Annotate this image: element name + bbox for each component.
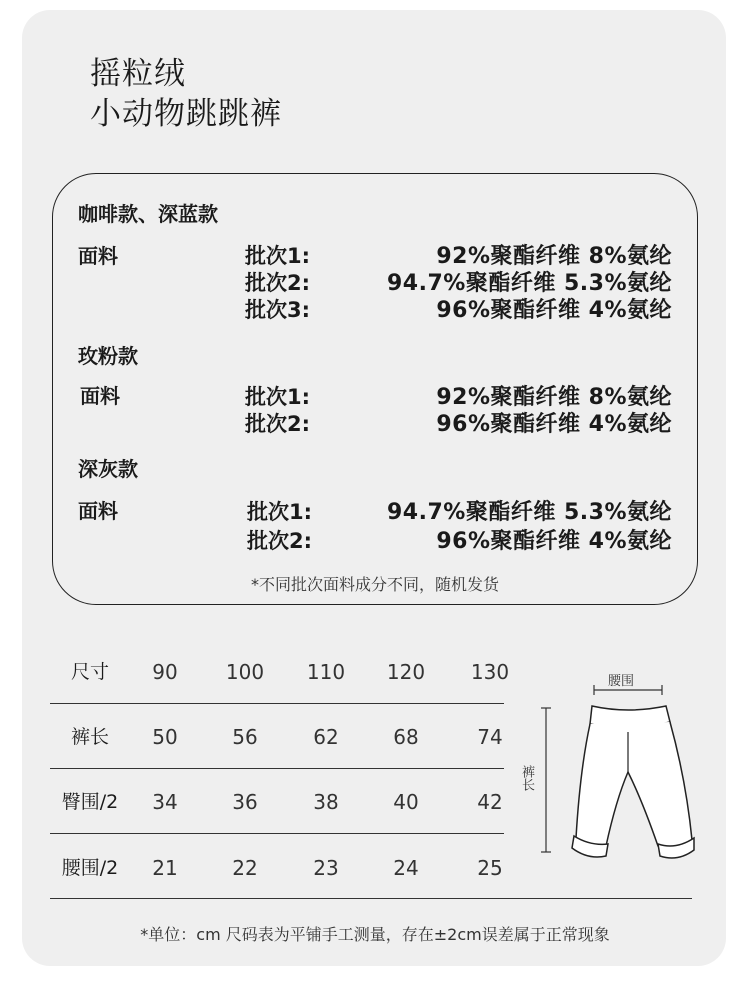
table-cell: 68 (393, 725, 419, 749)
table-cell: 21 (152, 856, 178, 880)
row-label: 裤长 (70, 726, 109, 748)
waist-label: 腰围 (608, 674, 635, 689)
table-cell: 56 (232, 725, 258, 749)
table-cell: 62 (313, 725, 339, 749)
fabric-note: *不同批次面料成分不同，随机发货 (250, 575, 499, 594)
fabric-label: 面料 (78, 244, 118, 268)
product-title-line2: 小动物跳跳裤 (90, 96, 282, 132)
batch-label: 批次2: (245, 412, 311, 436)
product-title-line1: 摇粒绒 (90, 56, 186, 92)
section-name: 玫粉款 (78, 344, 138, 368)
table-cell: 42 (477, 790, 503, 814)
table-cell: 36 (232, 790, 258, 814)
pants-measurement-diagram (510, 660, 710, 880)
fabric-label: 面料 (80, 384, 120, 408)
table-bottom-divider (50, 898, 692, 899)
table-cell: 110 (306, 660, 346, 684)
table-cell: 130 (470, 660, 510, 684)
batch-composition: 92%聚酯纤维 8%氨纶 (436, 385, 672, 410)
pants-icon (510, 660, 710, 880)
batch-composition: 94.7%聚酯纤维 5.3%氨纶 (387, 500, 672, 525)
batch-label: 批次1: (245, 385, 311, 409)
table-cell: 90 (152, 660, 178, 684)
table-cell: 34 (152, 790, 178, 814)
row-label: 尺寸 (70, 661, 109, 683)
table-row (50, 705, 504, 769)
table-row (50, 836, 504, 900)
row-label: 腰围/2 (61, 857, 119, 879)
table-cell: 50 (152, 725, 178, 749)
table-cell: 74 (477, 725, 503, 749)
batch-label: 批次1: (247, 500, 313, 524)
length-label: 裤长 (519, 765, 534, 791)
table-cell: 25 (477, 856, 503, 880)
section-name: 深灰款 (78, 457, 138, 481)
batch-label: 批次2: (245, 271, 311, 295)
batch-composition: 92%聚酯纤维 8%氨纶 (436, 244, 672, 269)
table-cell: 38 (313, 790, 339, 814)
section-name: 咖啡款、深蓝款 (78, 202, 218, 226)
batch-composition: 96%聚酯纤维 4%氨纶 (436, 529, 672, 554)
table-cell: 120 (386, 660, 426, 684)
batch-label: 批次1: (245, 244, 311, 268)
table-cell: 40 (393, 790, 419, 814)
table-cell: 100 (225, 660, 265, 684)
table-row (50, 770, 504, 834)
batch-label: 批次2: (247, 529, 313, 553)
batch-composition: 94.7%聚酯纤维 5.3%氨纶 (387, 271, 672, 296)
table-row (50, 640, 510, 704)
batch-composition: 96%聚酯纤维 4%氨纶 (436, 298, 672, 323)
batch-composition: 96%聚酯纤维 4%氨纶 (436, 412, 672, 437)
table-cell: 23 (313, 856, 339, 880)
table-cell: 24 (393, 856, 419, 880)
footer-note: *单位：cm 尺码表为平铺手工测量，存在±2cm误差属于正常现象 (140, 925, 610, 944)
fabric-label: 面料 (78, 499, 118, 523)
row-label: 臀围/2 (61, 791, 119, 813)
table-cell: 22 (232, 856, 258, 880)
batch-label: 批次3: (245, 298, 311, 322)
